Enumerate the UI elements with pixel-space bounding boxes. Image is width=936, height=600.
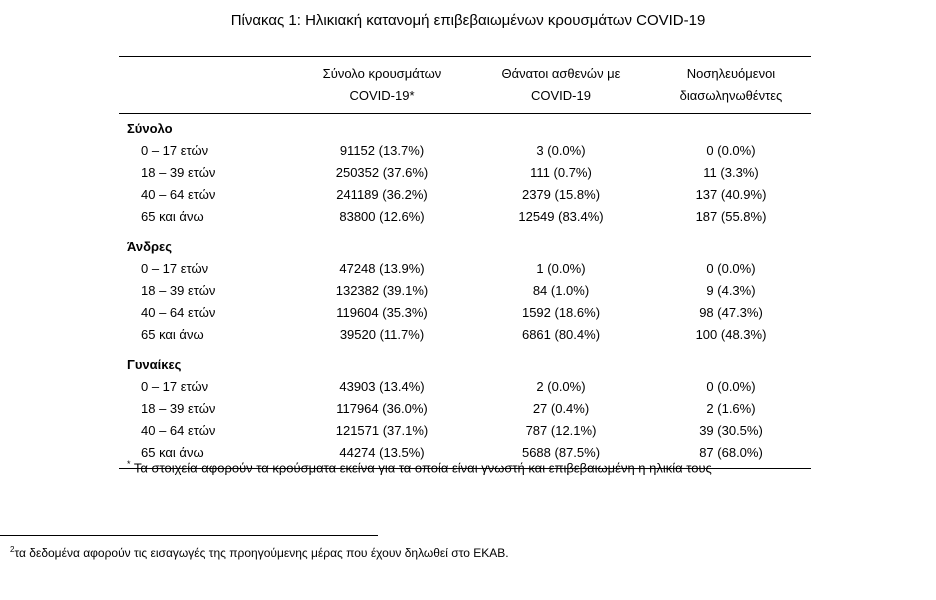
intubated-cell: 187 (55.8%) bbox=[695, 209, 767, 224]
age-label: 0 – 17 ετών bbox=[141, 143, 209, 158]
age-cell bbox=[119, 258, 293, 280]
age-cell bbox=[119, 420, 293, 442]
intubated-cell: 87 (68.0%) bbox=[699, 445, 763, 460]
intubated-cell: 0 (0.0%) bbox=[706, 261, 756, 276]
table-row bbox=[119, 280, 811, 302]
footnote bbox=[10, 545, 509, 560]
age-label: 0 – 17 ετών bbox=[141, 379, 209, 394]
cases-cell: 241189 (36.2%) bbox=[336, 187, 428, 202]
cases-cell: 119604 (35.3%) bbox=[336, 305, 428, 320]
footnote-divider bbox=[0, 535, 378, 536]
table-body bbox=[119, 118, 811, 468]
intubated-cell: 11 (3.3%) bbox=[703, 165, 759, 180]
cases-cell: 83800 (12.6%) bbox=[339, 209, 425, 224]
age-cell bbox=[119, 324, 293, 346]
table-row bbox=[119, 258, 811, 280]
table-header bbox=[119, 57, 811, 114]
age-cell bbox=[119, 140, 293, 162]
deaths-cell: 84 (1.0%) bbox=[532, 283, 590, 298]
cases-cell: 132382 (39.1%) bbox=[335, 283, 429, 298]
table-row bbox=[119, 398, 811, 420]
cases-cell: 91152 (13.7%) bbox=[339, 143, 425, 158]
cases-cell: 47248 (13.9%) bbox=[339, 261, 425, 276]
deaths-cell: 6861 (80.4%) bbox=[521, 327, 601, 342]
cases-cell: 121571 (37.1%) bbox=[335, 423, 429, 438]
deaths-cell: 787 (12.1%) bbox=[525, 423, 597, 438]
cases-cell: 43903 (13.4%) bbox=[339, 379, 425, 394]
deaths-cell: 2 (0.0%) bbox=[536, 379, 586, 394]
table-row bbox=[119, 420, 811, 442]
table-group bbox=[119, 118, 811, 232]
cases-cell: 39520 (11.7%) bbox=[339, 327, 425, 342]
deaths-cell: 3 (0.0%) bbox=[536, 143, 586, 158]
deaths-cell: 111 (0.7%) bbox=[530, 165, 592, 180]
age-cell bbox=[119, 302, 293, 324]
header-empty-cell bbox=[119, 57, 293, 113]
deaths-cell: 1592 (18.6%) bbox=[521, 305, 601, 320]
age-label: 18 – 39 ετών bbox=[141, 283, 216, 298]
age-label: 18 – 39 ετών bbox=[141, 401, 216, 416]
age-label: 40 – 64 ετών bbox=[141, 187, 216, 202]
intubated-cell: 2 (1.6%) bbox=[706, 401, 756, 416]
deaths-cell: 5688 (87.5%) bbox=[521, 445, 601, 460]
age-cell bbox=[119, 398, 293, 420]
age-label: 40 – 64 ετών bbox=[141, 305, 216, 320]
footnote-marker: 2 bbox=[10, 545, 15, 554]
cases-cell: 250352 (37.6%) bbox=[335, 165, 429, 180]
intubated-cell: 9 (4.3%) bbox=[706, 283, 756, 298]
deaths-cell: 2379 (15.8%) bbox=[521, 187, 601, 202]
age-cell bbox=[119, 376, 293, 398]
deaths-cell: 27 (0.4%) bbox=[532, 401, 590, 416]
intubated-cell: 0 (0.0%) bbox=[706, 143, 756, 158]
table-title: Πίνακας 1: Ηλικιακή κατανομή επιβεβαιωμένων κρουσμάτων COVID-19 bbox=[230, 12, 706, 29]
age-cell bbox=[119, 162, 293, 184]
header-intubated: Νοσηλευόμενοι διασωληνωθέντες bbox=[679, 66, 783, 103]
table-row bbox=[119, 184, 811, 206]
table-row bbox=[119, 206, 811, 228]
header-deaths: Θάνατοι ασθενών με COVID-19 bbox=[501, 66, 621, 103]
table-group bbox=[119, 354, 811, 468]
table-row bbox=[119, 376, 811, 398]
group-label: Γυναίκες bbox=[127, 357, 182, 372]
footnote-text: τα δεδομένα αφορούν τις εισαγωγές της προηγούμενης μέρας που έχουν δηλωθεί στο ΕΚΑΒ. bbox=[14, 546, 509, 560]
note-marker: * bbox=[127, 459, 131, 469]
age-cell bbox=[119, 280, 293, 302]
table-row bbox=[119, 302, 811, 324]
table-row bbox=[119, 140, 811, 162]
table-note bbox=[127, 459, 712, 475]
table-row bbox=[119, 162, 811, 184]
intubated-cell: 39 (30.5%) bbox=[699, 423, 763, 438]
deaths-cell: 12549 (83.4%) bbox=[518, 209, 604, 224]
intubated-cell: 0 (0.0%) bbox=[706, 379, 756, 394]
intubated-cell: 137 (40.9%) bbox=[695, 187, 767, 202]
table-group bbox=[119, 236, 811, 350]
age-distribution-table bbox=[119, 56, 811, 469]
age-cell bbox=[119, 206, 293, 228]
intubated-cell: 100 (48.3%) bbox=[695, 327, 767, 342]
age-label: 65 και άνω bbox=[141, 445, 204, 460]
age-label: 40 – 64 ετών bbox=[141, 423, 216, 438]
deaths-cell: 1 (0.0%) bbox=[536, 261, 586, 276]
cases-cell: 117964 (36.0%) bbox=[336, 401, 428, 416]
age-cell bbox=[119, 184, 293, 206]
cases-cell: 44274 (13.5%) bbox=[339, 445, 425, 460]
header-total-cases: Σύνολο κρουσμάτων COVID-19* bbox=[322, 66, 442, 103]
age-label: 65 και άνω bbox=[141, 209, 204, 224]
note-text: Τα στοιχεία αφορούν τα κρούσματα εκείνα για τα οποία είναι γνωστή και επιβεβαιωμένη η ηλικία τους bbox=[133, 460, 712, 476]
table-row bbox=[119, 324, 811, 346]
age-label: 0 – 17 ετών bbox=[141, 261, 209, 276]
group-label: Σύνολο bbox=[127, 121, 173, 136]
group-label: Άνδρες bbox=[127, 239, 172, 254]
age-label: 18 – 39 ετών bbox=[141, 165, 216, 180]
age-label: 65 και άνω bbox=[141, 327, 204, 342]
intubated-cell: 98 (47.3%) bbox=[699, 305, 763, 320]
